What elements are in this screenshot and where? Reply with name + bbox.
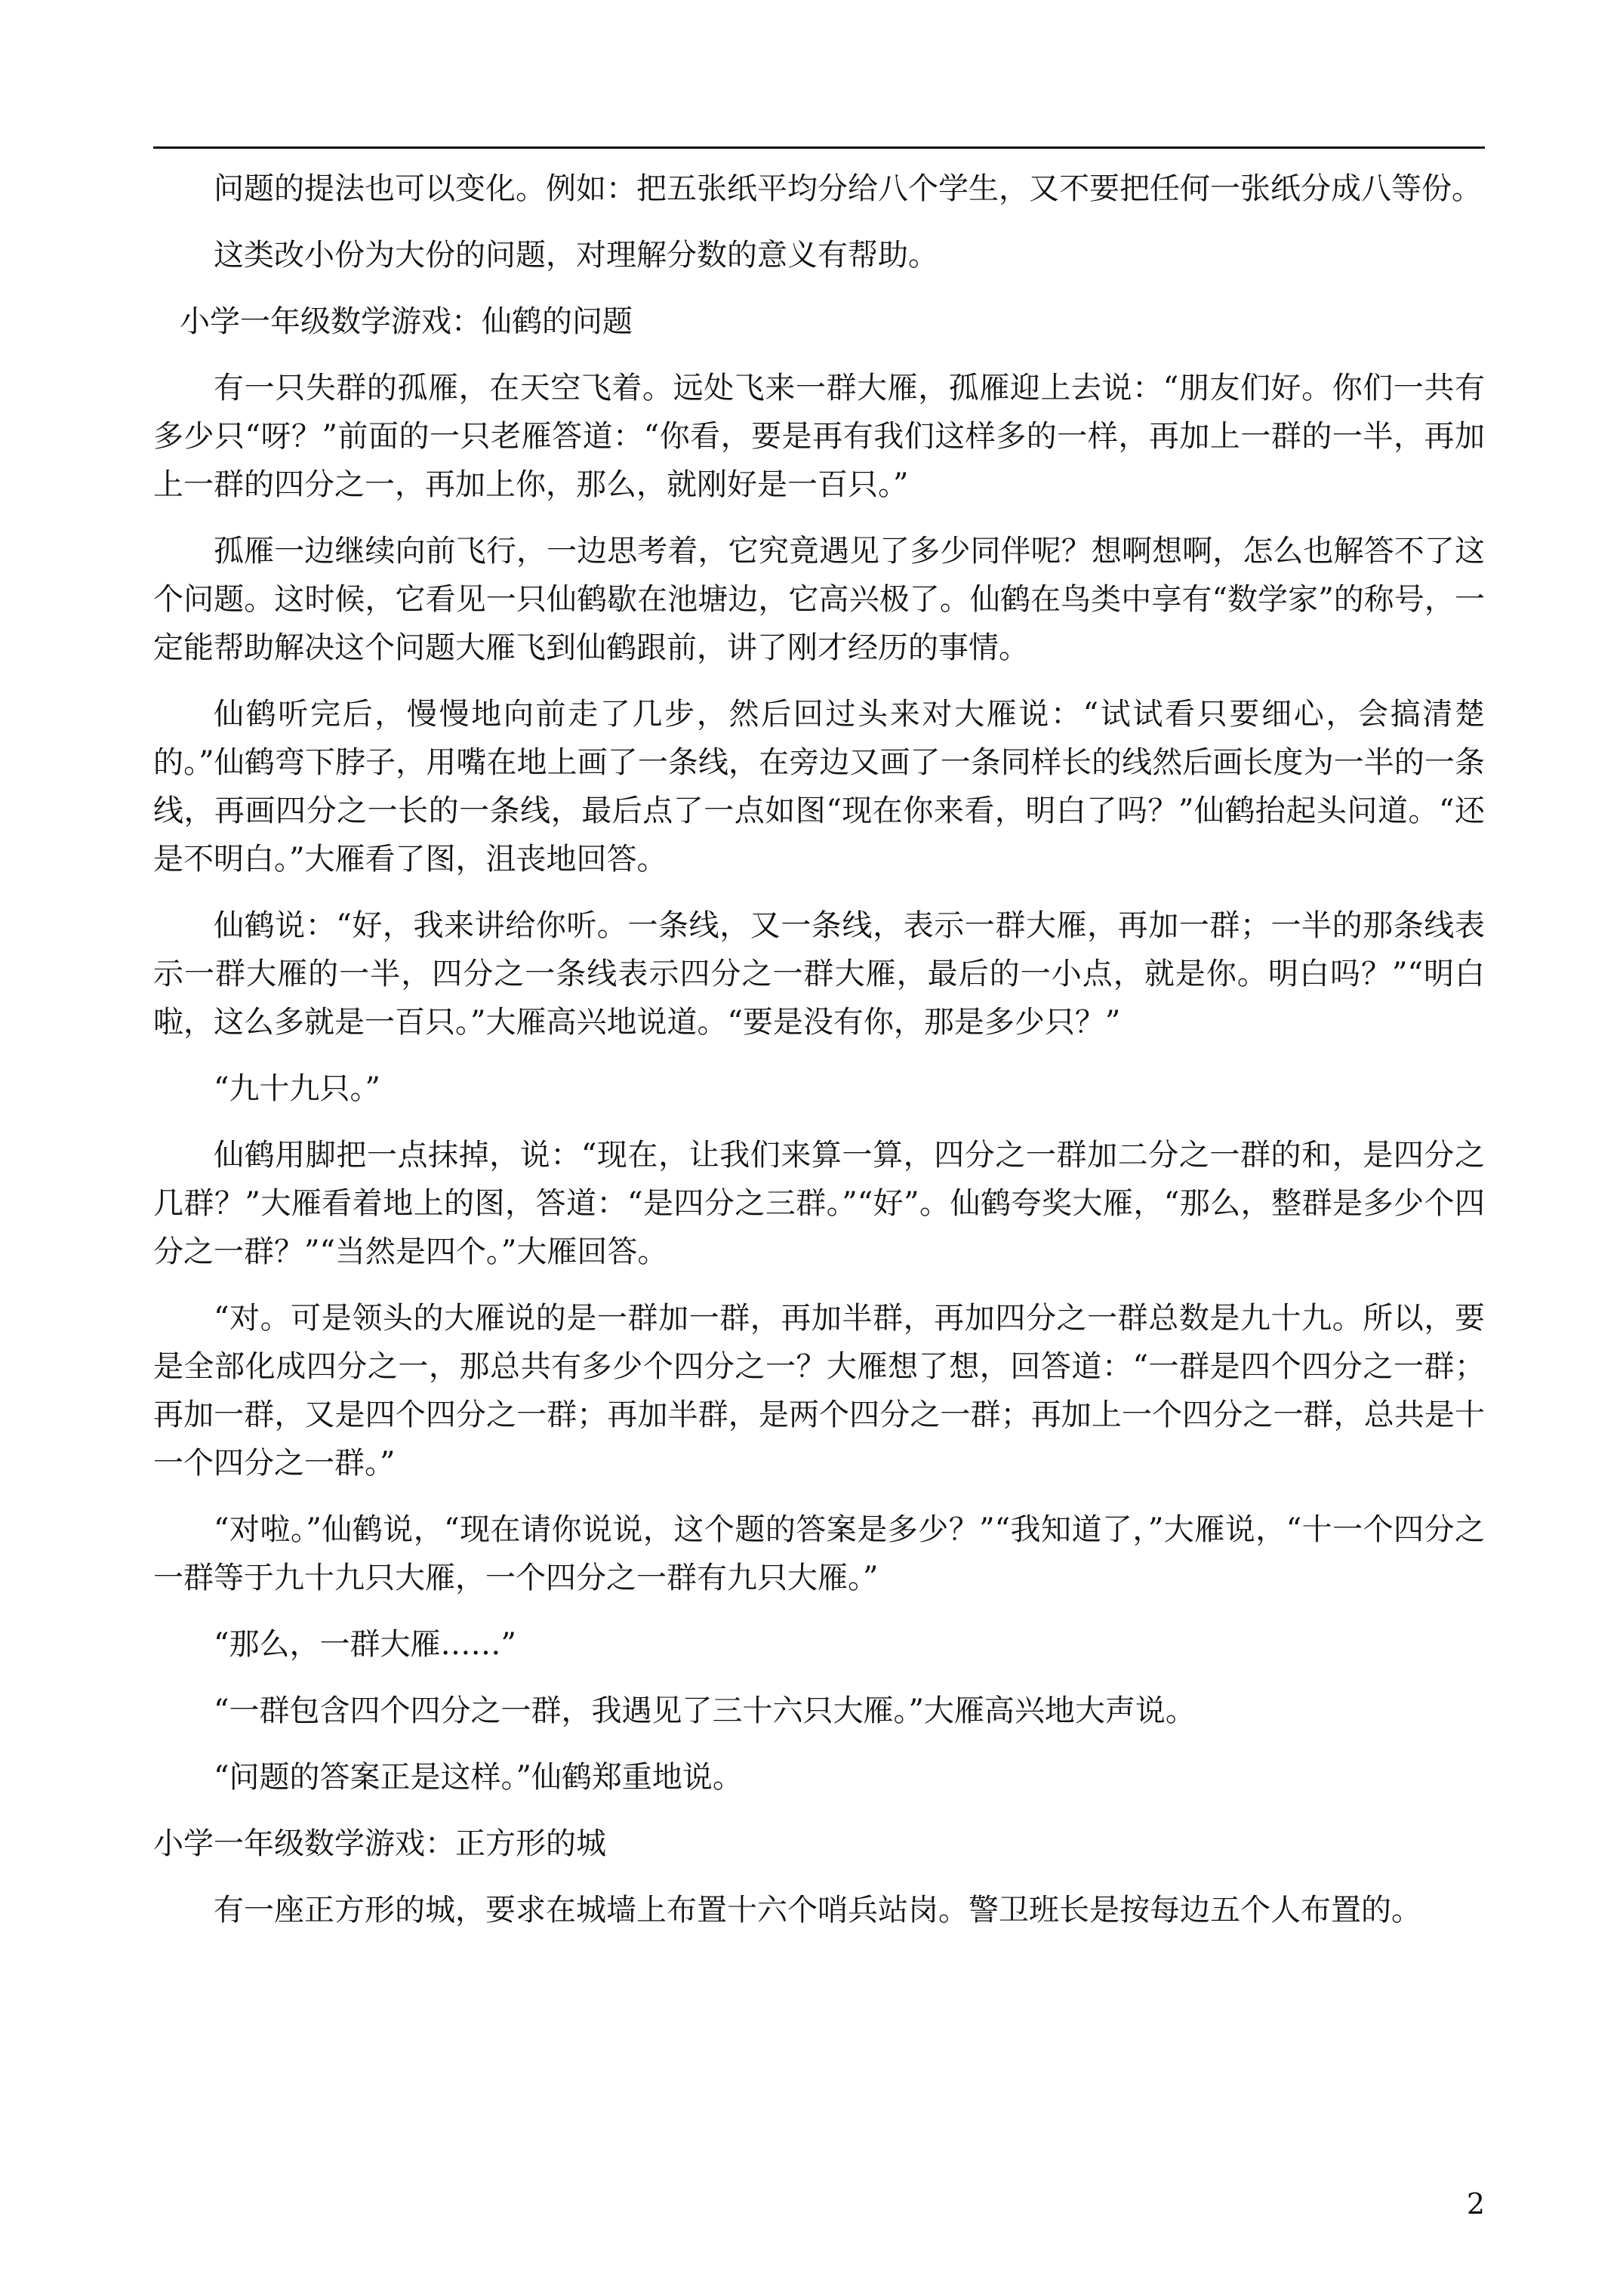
paragraph-lone-goose: 有一只失群的孤雁，在天空飞着。远处飞来一群大雁，孤雁迎上去说：“朋友们好。你们一共有多少只“呀？”前面的一只老雁答道：“你看，要是再有我们这样多的一样，再加上一群的一半，再加上一群的四分之一，再加上你，那么，就刚好是一百只。”	[153, 371, 1485, 502]
header-rule	[153, 146, 1485, 149]
paragraph-goose-thinking: 孤雁一边继续向前飞行，一边思考着，它究竟遇见了多少同伴呢？想啊想啊，怎么也解答不了这个问题。这时候，它看见一只仙鹤歇在池塘边，它高兴极了。仙鹤在鸟类中享有“数学家”的称号，一定能帮助解决这个问题大雁飞到仙鹤跟前，讲了刚才经历的事情。	[153, 534, 1485, 665]
paragraph-fraction-meaning: 这类改小份为大份的问题，对理解分数的意义有帮助。	[214, 238, 938, 273]
paragraph-convert-quarters: “对。可是领头的大雁说的是一群加一群，再加半群，再加四分之一群总数是九十九。所以，要是全部化成四分之一，那总共有多少个四分之一？大雁想了想，回答道：“一群是四个四分之一群；再加一群，又是四个四分之一群；再加半群，是两个四分之一群；再加上一个四分之一群，总共是十一个四分之一群。”	[153, 1301, 1485, 1481]
page-number: 2	[1466, 2187, 1485, 2220]
section-heading-crane-problem: 小学一年级数学游戏：仙鹤的问题	[180, 304, 633, 339]
paragraph-square-city: 有一座正方形的城，要求在城墙上布置十六个哨兵站岗。警卫班长是按每边五个人布置的。	[214, 1893, 1421, 1928]
paragraph-answer-confirmed: “问题的答案正是这样。”仙鹤郑重地说。	[214, 1760, 743, 1795]
paragraph-thirty-six: “一群包含四个四分之一群，我遇见了三十六只大雁。”大雁高兴地大声说。	[214, 1693, 1196, 1728]
paragraph-ninety-nine: “九十九只。”	[214, 1071, 380, 1106]
paragraph-crane-explains: 仙鹤说：“好，我来讲给你听。一条线，又一条线，表示一群大雁，再加一群；一半的那条线表示一群大雁的一半，四分之一条线表示四分之一群大雁，最后的一小点，就是你。明白吗？”“明白啦，这么多就是一百只。”大雁高兴地说道。“要是没有你，那是多少只？”	[153, 908, 1485, 1040]
paragraph-quarter-sum: 仙鹤用脚把一点抹掉，说：“现在，让我们来算一算，四分之一群加二分之一群的和，是四分之几群？”大雁看着地上的图，答道：“是四分之三群。”“好”。仙鹤夸奖大雁，“那么，整群是多少个四分之一群？”“当然是四个。”大雁回答。	[153, 1138, 1485, 1269]
paragraph-one-flock: “那么，一群大雁……”	[214, 1627, 516, 1662]
document-body	[153, 165, 1485, 1952]
paragraph-crane-drawing: 仙鹤听完后，慢慢地向前走了几步，然后回过头来对大雁说：“试试看只要细心，会搞清楚的。”仙鹤弯下脖子，用嘴在地上画了一条线，在旁边又画了一条同样长的线然后画长度为一半的一条线，再画四分之一长的一条线，最后点了一点如图“现在你来看，明白了吗？”仙鹤抬起头问道。“还是不明白。”大雁看了图，沮丧地回答。	[153, 697, 1485, 877]
paragraph-fraction-variation: 问题的提法也可以变化。例如：把五张纸平均分给八个学生，又不要把任何一张纸分成八等份。	[214, 171, 1482, 206]
section-heading-square-city: 小学一年级数学游戏：正方形的城	[153, 1826, 606, 1861]
paragraph-answer-nine: “对啦。”仙鹤说，“现在请你说说，这个题的答案是多少？”“我知道了，”大雁说，“十一个四分之一群等于九十九只大雁，一个四分之一群有九只大雁。”	[153, 1512, 1485, 1595]
